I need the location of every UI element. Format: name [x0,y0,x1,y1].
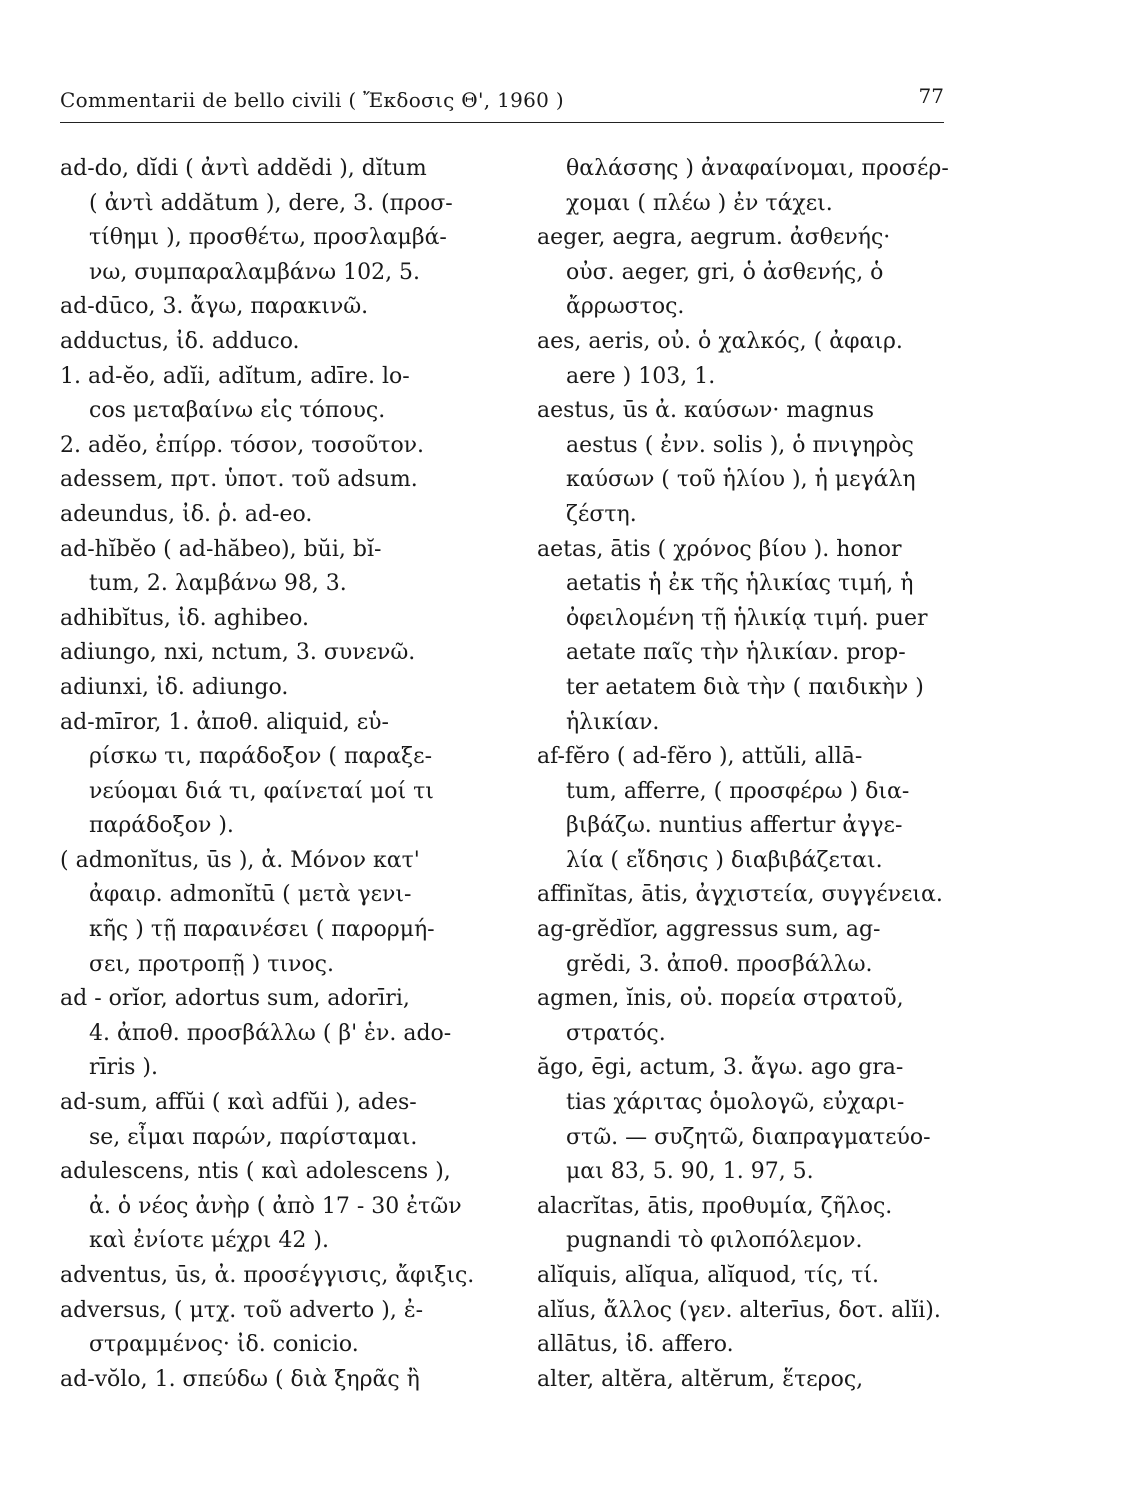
running-title: Commentarii de bello civili ( Ἔκδοσις Θ', 1960 ) [60,88,564,112]
entry-continuation-line: ὀφειλομένη τῇ ἡλικίᾳ τιμή. puer [566,605,928,631]
entry-line: allātus, ἰδ. affero. [537,1332,734,1358]
entry-line: agmen, ĭnis, οὐ. πορεία στρατοῦ, [537,986,904,1012]
entry-line: 2. adĕo, ἐπίρρ. τόσον, τοσοῦτον. [60,432,425,458]
entry-line: ad-hĭbĕo ( ad-hăbeo), bŭi, bĭ- [60,536,382,562]
entry-continuation-line: παράδοξον ). [89,813,234,839]
entry-continuation-line: νεύομαι διά τι, φαίνεταί μοί τι [89,778,434,804]
entry-continuation-line: ἄρρωστος. [566,294,685,320]
entry-continuation-line: καὶ ἐνίοτε μέχρι 42 ). [89,1228,329,1254]
entry-continuation-line: οὐσ. aeger, gri, ὁ ἀσθενής, ὁ [566,259,884,285]
entry-continuation-line: λία ( εἴδησις ) διαβιβάζεται. [566,847,883,873]
entry-continuation-line: νω, συμπαραλαμβάνω 102, 5. [89,259,421,285]
entry-line: aes, aeris, οὐ. ὁ χαλκός, ( ἀφαιρ. [537,328,903,354]
entry-continuation-line: μαι 83, 5. 90, 1. 97, 5. [566,1159,814,1185]
entry-continuation-line: aere ) 103, 1. [566,363,716,389]
entry-continuation-line: ter aetatem διὰ τὴν ( παιδικὴν ) [566,674,924,700]
entry-line: ad-mīror, 1. ἀποθ. aliquid, εὑ- [60,709,389,735]
entry-continuation-line: στῶ. — συζητῶ, διαπραγματεύο- [566,1124,931,1150]
entry-line: ad-dūco, 3. ἄγω, παρακινῶ. [60,294,369,320]
entry-continuation-line: tum, afferre, ( προσφέρω ) δια- [566,778,910,804]
right-column [537,152,957,1397]
entry-continuation-line: tum, 2. λαμβάνω 98, 3. [89,571,347,597]
entry-continuation-line: 4. ἀποθ. προσβάλλω ( β' ἑν. ado- [89,1020,452,1046]
entry-continuation-line: tias χάριτας ὁμολογῶ, εὐχαρι- [566,1090,905,1116]
entry-continuation-line: cos μεταβαίνω εἰς τόπους. [89,398,386,424]
entry-continuation-line: ἡλικίαν. [566,709,660,735]
entry-continuation-line: στρατός. [566,1020,666,1046]
entry-continuation-line: se, εἶμαι παρών, παρίσταμαι. [89,1124,418,1150]
left-column [60,152,480,1397]
entry-line: adventus, ūs, ἀ. προσέγγισις, ἄφιξις. [60,1263,475,1288]
entry-line: ad - orĭor, adortus sum, adorīri, [60,986,410,1012]
entry-continuation-line: χομαι ( πλέω ) ἐν τάχει. [566,190,833,216]
entry-line: ag-grĕdĭor, aggressus sum, ag- [537,917,881,943]
entry-continuation-line: θαλάσσης ) ἀναφαίνομαι, προσέρ- [566,156,949,181]
entry-continuation-line: ζέστη. [566,501,637,527]
entry-line: ( admonĭtus, ūs ), ἀ. Μόνον κατ' [60,847,420,873]
entry-line: aeger, aegra, aegrum. ἀσθενής· [537,225,891,251]
entry-continuation-line: pugnandi τὸ φιλοπόλεμον. [566,1228,863,1254]
entry-continuation-line: καύσων ( τοῦ ἡλίου ), ἡ μεγάλη [566,467,916,493]
entry-line: 1. ad-ĕo, adĭi, adĭtum, adīre. lo- [60,363,410,389]
entry-line: alacrĭtas, ātis, προθυμία, ζῆλος. [537,1193,893,1219]
entry-line: affinĭtas, ātis, ἀγχιστεία, συγγένεια. [537,882,943,908]
entry-continuation-line: τίθημι ), προσθέτω, προσλαμβά- [89,225,447,251]
entry-line: ăgo, ēgi, actum, 3. ἄγω. ago gra- [537,1055,904,1081]
page-header [60,82,944,123]
entry-line: alĭquis, alĭqua, alĭquod, τίς, τί. [537,1263,879,1288]
entry-line: adhibĭtus, ἰδ. aghibeo. [60,605,310,631]
entry-line: aetas, ātis ( χρόνος βίου ). honor [537,536,902,562]
entry-line: alter, altĕra, altĕrum, ἕτερος, [537,1366,864,1392]
entry-line: adductus, ἰδ. adduco. [60,328,300,354]
page-number: 77 [918,84,944,108]
entry-line: adeundus, ἰδ. ῥ. ad-eo. [60,501,313,527]
entry-line: adessem, πρτ. ὑποτ. τοῦ adsum. [60,467,418,493]
entry-continuation-line: ἀ. ὁ νέος ἀνὴρ ( ἀπὸ 17 - 30 ἐτῶν [89,1193,462,1219]
entry-line: ad-do, dĭdi ( ἀντὶ addĕdi ), dĭtum [60,156,427,181]
entry-continuation-line: κῆς ) τῇ παραινέσει ( παρορμή- [89,917,435,943]
entry-line: adversus, ( μτχ. τοῦ adverto ), ἐ- [60,1297,424,1323]
entry-line: alĭus, ἄλλος (γεν. alterīus, δοτ. alĭi). [537,1297,941,1323]
entry-continuation-line: aetate παῖς τὴν ἡλικίαν. prop- [566,640,906,666]
entry-line: ad-vŏlo, 1. σπεύδω ( διὰ ξηρᾶς ἢ [60,1366,420,1392]
entry-continuation-line: ( ἀντὶ addătum ), dere, 3. (προσ- [89,190,453,216]
entry-continuation-line: aetatis ἡ ἐκ τῆς ἡλικίας τιμή, ἡ [566,571,914,597]
entry-line: adiungo, nxi, nctum, 3. συνενῶ. [60,640,416,666]
entry-continuation-line: ρίσκω τι, παράδοξον ( παραξε- [89,744,432,770]
entry-continuation-line: grĕdi, 3. ἀποθ. προσβάλλω. [566,951,873,977]
entry-continuation-line: βιβάζω. nuntius affertur ἀγγε- [566,813,903,839]
entry-continuation-line: ἀφαιρ. admonĭtū ( μετὰ γενι- [89,882,412,908]
entry-continuation-line: σει, προτροπῇ ) τινος. [89,951,334,977]
entry-continuation-line: στραμμένος· ἰδ. conicio. [89,1332,359,1358]
entry-line: aestus, ūs ἀ. καύσων· magnus [537,398,874,424]
entry-line: adulescens, ntis ( καὶ adolescens ), [60,1159,451,1185]
entry-line: af-fĕro ( ad-fĕro ), attŭli, allā- [537,744,863,770]
entry-line: adiunxi, ἰδ. adiungo. [60,674,289,700]
entry-continuation-line: aestus ( ἐνν. solis ), ὁ πνιγηρὸς [566,432,914,458]
entry-continuation-line: rīris ). [89,1055,158,1081]
entry-line: ad-sum, affŭi ( καὶ adfŭi ), ades- [60,1090,417,1116]
